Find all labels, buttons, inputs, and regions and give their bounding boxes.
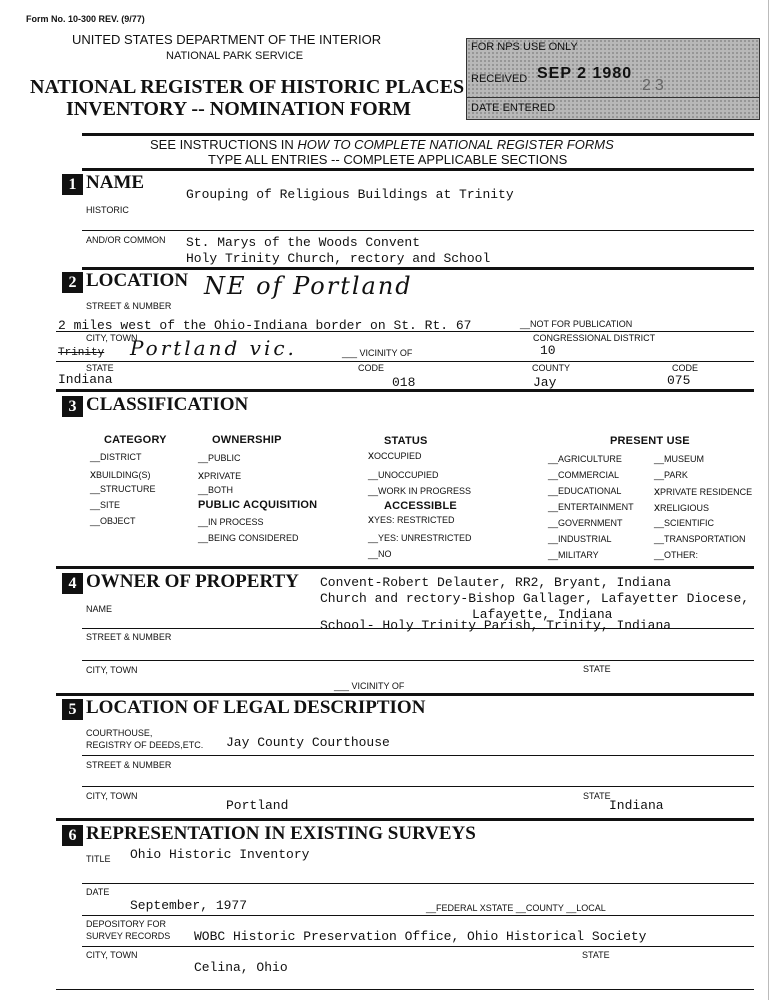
depository-label-2: SURVEY RECORDS	[86, 931, 171, 941]
depository-city-label: CITY, TOWN	[86, 950, 138, 960]
checkmark: x	[654, 500, 660, 514]
rule	[82, 755, 754, 756]
category-district: __DISTRICT	[90, 452, 142, 462]
department-name: UNITED STATES DEPARTMENT OF THE INTERIOR	[72, 32, 382, 47]
nps-box-divider	[467, 97, 759, 98]
survey-title-value: Ohio Historic Inventory	[130, 847, 310, 862]
received-number: 23	[642, 77, 668, 94]
checkmark: x	[654, 484, 660, 498]
legal-state-value: Indiana	[609, 798, 664, 813]
nps-use-only-box	[466, 38, 760, 120]
rule	[82, 915, 754, 916]
rule	[82, 230, 754, 231]
ownership-private-label: PRIVATE	[204, 471, 242, 481]
state-code-label: CODE	[358, 363, 385, 373]
legal-street-label: STREET & NUMBER	[86, 760, 172, 770]
section-title-classification: CLASSIFICATION	[86, 394, 249, 415]
owner-line-4: School- Holy Trinity Parish, Trinity, Indiana	[320, 618, 672, 633]
legal-city-label: CITY, TOWN	[86, 791, 138, 801]
city-struck-value: Trinity	[58, 347, 105, 359]
state-value: Indiana	[58, 372, 113, 387]
accessible-heading: ACCESSIBLE	[384, 500, 457, 512]
rule	[82, 660, 754, 661]
section-number-badge: 5	[62, 699, 83, 720]
use-religious-label: RELIGIOUS	[660, 503, 710, 513]
congressional-district-label: CONGRESSIONAL DISTRICT	[533, 333, 656, 343]
section-number-badge: 6	[62, 825, 83, 846]
county-value: Jay	[533, 375, 557, 390]
use-government: __GOVERNMENT	[548, 518, 623, 528]
county-code-label: CODE	[672, 363, 699, 373]
status-occupied	[368, 448, 422, 462]
status-unoccupied: __UNOCCUPIED	[368, 470, 439, 480]
scan-edge	[768, 0, 769, 1000]
use-park: __PARK	[654, 470, 688, 480]
instructions-line-2: TYPE ALL ENTRIES -- COMPLETE APPLICABLE SECTIONS	[208, 152, 568, 167]
congressional-district-value: 10	[540, 343, 556, 358]
accessible-unrestricted: __YES: UNRESTRICTED	[368, 533, 472, 543]
ownership-private	[198, 468, 241, 482]
owner-line-1: Convent-Robert Delauter, RR2, Bryant, Indiana	[320, 575, 672, 590]
accessible-restricted-label: YES: RESTRICTED	[374, 515, 455, 525]
form-title-line-2: INVENTORY -- NOMINATION FORM	[66, 98, 412, 120]
status-work-in-progress: __WORK IN PROGRESS	[368, 486, 472, 496]
use-scientific: __SCIENTIFIC	[654, 518, 715, 528]
rule	[82, 786, 754, 787]
header-rule	[82, 133, 754, 136]
use-transportation: __TRANSPORTATION	[654, 534, 746, 544]
depository-label-1: DEPOSITORY FOR	[86, 919, 167, 929]
street-value: 2 miles west of the Ohio-Indiana border on St. Rt. 67	[58, 318, 472, 333]
section-number-badge: 4	[62, 573, 83, 594]
historic-name-value: Grouping of Religious Buildings at Trinity	[186, 187, 514, 202]
owner-line-3: Lafayette, Indiana	[472, 607, 613, 622]
category-buildings	[90, 467, 151, 481]
county-label: COUNTY	[532, 363, 570, 373]
depository-city-value: Celina, Ohio	[194, 960, 288, 975]
category-heading: CATEGORY	[104, 434, 167, 446]
courthouse-value: Jay County Courthouse	[226, 735, 390, 750]
ownership-heading: OWNERSHIP	[212, 434, 282, 446]
section-4-rule	[56, 566, 754, 569]
accessible-no: __NO	[368, 549, 392, 559]
present-use-heading: PRESENT USE	[610, 435, 690, 447]
courthouse-label-1: COURTHOUSE,	[86, 728, 153, 738]
handwritten-city: Portland vic.	[130, 336, 297, 360]
depository-state-label: STATE	[582, 950, 610, 960]
section-title-surveys: REPRESENTATION IN EXISTING SURVEYS	[86, 823, 476, 844]
section-number-badge: 3	[62, 396, 83, 417]
survey-level: __FEDERAL XSTATE __COUNTY __LOCAL	[426, 903, 606, 913]
vicinity-label: ___ VICINITY OF	[342, 348, 413, 358]
not-for-publication: __NOT FOR PUBLICATION	[520, 319, 633, 329]
use-private-residence-label: PRIVATE RESIDENCE	[660, 487, 753, 497]
rule	[56, 331, 754, 332]
common-name-label: AND/OR COMMON	[86, 235, 166, 245]
form-title-line-1: NATIONAL REGISTER OF HISTORIC PLACES	[30, 76, 465, 98]
rule	[82, 946, 754, 947]
legal-state-label: STATE	[583, 791, 611, 801]
section-title-legal-description: LOCATION OF LEGAL DESCRIPTION	[86, 697, 426, 718]
status-heading: STATUS	[384, 435, 428, 447]
section-3-rule	[56, 389, 754, 392]
received-stamp: SEP 2 1980	[537, 65, 633, 82]
category-object: __OBJECT	[90, 516, 136, 526]
use-private-residence	[654, 484, 752, 498]
category-structure: __STRUCTURE	[90, 484, 156, 494]
rule	[56, 361, 754, 362]
depository-value: WOBC Historic Preservation Office, Ohio Historical Society	[194, 929, 647, 944]
section-number-badge: 1	[62, 174, 83, 195]
section-1-rule	[82, 168, 754, 171]
checkmark: x	[368, 512, 374, 526]
common-name-value-1: St. Marys of the Woods Convent	[186, 235, 421, 250]
use-educational: __EDUCATIONAL	[548, 486, 622, 496]
category-buildings-label: BUILDING(S)	[96, 470, 151, 480]
category-site: __SITE	[90, 500, 121, 510]
section-6-rule	[56, 818, 754, 821]
use-commercial: __COMMERCIAL	[548, 470, 620, 480]
county-code-value: 075	[667, 373, 691, 388]
owner-line-2: Church and rectory-Bishop Gallager, Lafayetter Diocese,	[320, 591, 750, 606]
use-other: __OTHER:	[654, 550, 699, 560]
survey-date-value: September, 1977	[130, 898, 248, 913]
use-industrial: __INDUSTRIAL	[548, 534, 612, 544]
section-title-owner: OWNER OF PROPERTY	[86, 571, 299, 592]
agency-name: NATIONAL PARK SERVICE	[166, 50, 304, 62]
status-occupied-label: OCCUPIED	[374, 451, 422, 461]
section-title-name: NAME	[86, 172, 145, 193]
owner-vicinity-label: ___ VICINITY OF	[334, 681, 405, 691]
nps-use-only-label: FOR NPS USE ONLY	[471, 41, 578, 53]
owner-street-label: STREET & NUMBER	[86, 632, 172, 642]
checkmark: x	[90, 467, 96, 481]
state-code-value: 018	[392, 375, 416, 390]
checkmark: x	[198, 468, 204, 482]
historic-label: HISTORIC	[86, 205, 129, 215]
owner-state-label: STATE	[583, 664, 611, 674]
section-5-rule	[56, 693, 754, 696]
public-acquisition-heading: PUBLIC ACQUISITION	[198, 499, 318, 511]
use-agriculture: __AGRICULTURE	[548, 454, 622, 464]
courthouse-label-2: REGISTRY OF DEEDS,ETC.	[86, 740, 204, 750]
rule	[82, 883, 754, 884]
rule	[56, 989, 754, 990]
received-label: RECEIVED	[471, 73, 528, 85]
section-number-badge: 2	[62, 272, 83, 293]
form-number: Form No. 10-300 REV. (9/77)	[26, 14, 145, 24]
acquisition-in-process: __IN PROCESS	[198, 517, 264, 527]
owner-city-label: CITY, TOWN	[86, 665, 138, 675]
owner-name-label: NAME	[86, 604, 113, 614]
survey-date-label: DATE	[86, 887, 110, 897]
city-town-label: CITY, TOWN	[86, 333, 138, 343]
legal-city-value: Portland	[226, 798, 289, 813]
ownership-both: __BOTH	[198, 485, 234, 495]
common-name-value-2: Holy Trinity Church, rectory and School	[186, 251, 491, 266]
instructions-title: HOW TO COMPLETE NATIONAL REGISTER FORMS	[297, 137, 614, 152]
section-title-location: LOCATION	[86, 270, 189, 291]
street-number-label: STREET & NUMBER	[86, 301, 172, 311]
use-military: __MILITARY	[548, 550, 599, 560]
date-entered-label: DATE ENTERED	[471, 102, 556, 114]
instructions-prefix: SEE INSTRUCTIONS IN	[150, 137, 294, 152]
handwritten-street: NE of Portland	[204, 272, 413, 300]
use-museum: __MUSEUM	[654, 454, 705, 464]
ownership-public: __PUBLIC	[198, 453, 241, 463]
use-entertainment: __ENTERTAINMENT	[548, 502, 634, 512]
accessible-restricted	[368, 512, 455, 526]
acquisition-being-considered: __BEING CONSIDERED	[198, 533, 299, 543]
checkmark: x	[368, 448, 374, 462]
use-religious	[654, 500, 709, 514]
state-label: STATE	[86, 363, 114, 373]
survey-title-label: TITLE	[86, 854, 111, 864]
instructions-line-1	[150, 137, 614, 152]
